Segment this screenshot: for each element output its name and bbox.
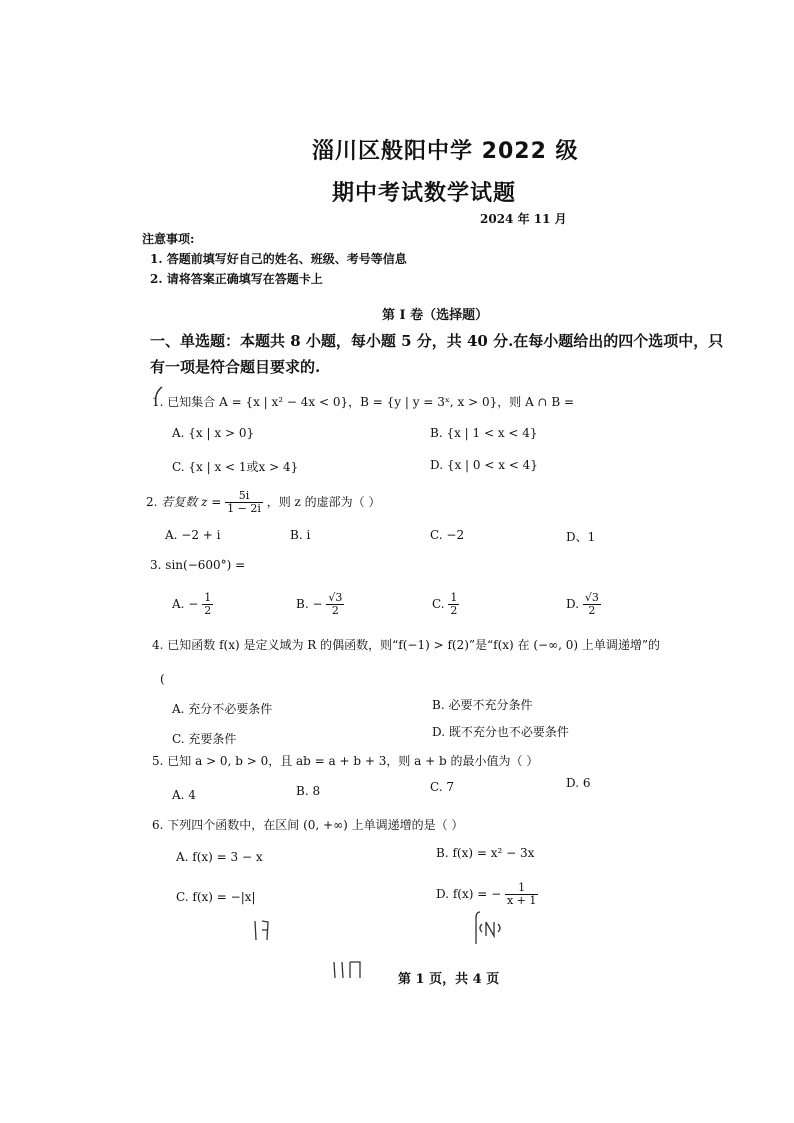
q5-option-a: A. 4 bbox=[172, 788, 196, 802]
q2-option-c: C. −2 bbox=[430, 528, 465, 542]
q2-option-d: D、1 bbox=[566, 530, 596, 544]
q5-option-d: D. 6 bbox=[566, 776, 591, 790]
q3-option-d bbox=[566, 592, 601, 617]
q2-stem bbox=[146, 490, 380, 515]
q6-d-num: 1 bbox=[505, 882, 538, 895]
q2-option-b: B. i bbox=[290, 528, 311, 542]
q2-option-a: A. −2 + i bbox=[165, 528, 221, 542]
q3-d-den: 2 bbox=[588, 604, 596, 617]
handwritten-mark-footer bbox=[330, 958, 370, 982]
q3-text: sin(−600°) = bbox=[165, 558, 246, 572]
q5-option-c: C. 7 bbox=[430, 780, 455, 794]
q6-stem bbox=[152, 816, 463, 833]
notes-heading: 注意事项: bbox=[142, 232, 195, 246]
section1-line1: 一、单选题：本题共 8 小题，每小题 5 分，共 40 分.在每小题给出的四个选项中，只 bbox=[150, 332, 724, 350]
q4-text: 已知函数 f(x) 是定义域为 R 的偶函数，则“f(−1) > f(2)”是“f(x) 在 (−∞, 0) 上单调递增”的 bbox=[167, 638, 660, 652]
section1-line2: 有一项是符合题目要求的. bbox=[150, 358, 321, 376]
q6-option-b: B. f(x) = x² − 3x bbox=[436, 846, 535, 860]
q2-frac-num: 5i bbox=[225, 490, 263, 503]
volume-title: 第 I 卷（选择题） bbox=[382, 308, 489, 323]
exam-title: 期中考试数学试题 bbox=[332, 181, 517, 206]
q6-text: 下列四个函数中，在区间 (0, +∞) 上单调递增的是（ ） bbox=[167, 818, 464, 832]
q1-number: 1. bbox=[152, 395, 164, 409]
q2-fraction bbox=[225, 490, 263, 515]
q4-number: 4. bbox=[152, 638, 164, 652]
q3-c-den: 2 bbox=[450, 604, 458, 617]
q4-stem bbox=[152, 636, 660, 653]
q3-option-b bbox=[296, 592, 344, 617]
handwritten-mark-c bbox=[252, 918, 274, 942]
note-item-2: 2. 请将答案正确填写在答题卡上 bbox=[150, 272, 323, 286]
q3-a-den: 2 bbox=[204, 604, 212, 617]
q3-option-a bbox=[172, 592, 213, 617]
q6-option-d-label: D. f(x) = − bbox=[436, 887, 502, 901]
q1-option-b: B. {x | 1 < x < 4} bbox=[430, 426, 538, 440]
q3-d-num: √3 bbox=[584, 591, 599, 604]
q3-option-d-label: D. bbox=[566, 597, 580, 611]
q3-option-b-label: B. − bbox=[296, 597, 323, 611]
q1-text: 已知集合 A = {x | x² − 4x < 0}，B = {y | y = 3ˣ, x > 0}，则 A ∩ B = bbox=[167, 395, 575, 409]
q3-number: 3. bbox=[150, 558, 162, 572]
q5-number: 5. bbox=[152, 754, 164, 768]
q6-option-d-frac bbox=[505, 882, 538, 907]
note-item-1: 1. 答题前填写好自己的姓名、班级、考号等信息 bbox=[150, 252, 407, 266]
q2-text-post: ，则 z 的虚部为（ ） bbox=[266, 495, 381, 509]
q6-option-c: C. f(x) = −|x| bbox=[176, 890, 256, 904]
q5-text: 已知 a > 0, b > 0，且 ab = a + b + 3，则 a + b 的最小值为（ ） bbox=[167, 754, 539, 768]
q3-b-den: 2 bbox=[331, 604, 339, 617]
q4-option-d: D. 既不充分也不必要条件 bbox=[432, 725, 569, 739]
q3-b-num: √3 bbox=[328, 591, 343, 604]
page-number: 第 1 页，共 4 页 bbox=[398, 972, 500, 987]
q3-c-num: 1 bbox=[450, 591, 458, 604]
exam-date: 2024 年 11 月 bbox=[480, 212, 567, 226]
q3-option-d-frac bbox=[583, 592, 601, 617]
q3-option-a-label: A. − bbox=[172, 597, 199, 611]
q1-option-a: A. {x | x > 0} bbox=[172, 426, 255, 440]
q4-option-a: A. 充分不必要条件 bbox=[172, 702, 273, 716]
q4-paren: ( bbox=[160, 672, 165, 686]
handwritten-mark-q1 bbox=[150, 385, 166, 407]
q2-text-pre: 若复数 z = bbox=[161, 495, 222, 509]
q1-option-d: D. {x | 0 < x < 4} bbox=[430, 458, 538, 472]
q3-option-c bbox=[432, 592, 459, 617]
q6-d-den: x + 1 bbox=[506, 894, 537, 907]
q3-option-b-frac bbox=[326, 592, 344, 617]
q1-stem bbox=[152, 393, 574, 410]
q2-number: 2. bbox=[146, 495, 158, 509]
q3-stem bbox=[150, 558, 245, 572]
q6-option-d bbox=[436, 882, 538, 907]
q5-stem bbox=[152, 752, 538, 769]
q6-option-a: A. f(x) = 3 − x bbox=[176, 850, 263, 864]
q2-frac-den: 1 − 2i bbox=[227, 502, 261, 515]
q4-option-b: B. 必要不充分条件 bbox=[432, 698, 533, 712]
q4-option-c: C. 充要条件 bbox=[172, 732, 237, 746]
q1-option-c: C. {x | x < 1或x > 4} bbox=[172, 460, 299, 474]
q5-option-b: B. 8 bbox=[296, 784, 321, 798]
q3-a-num: 1 bbox=[204, 591, 212, 604]
q6-number: 6. bbox=[152, 818, 164, 832]
q3-option-c-label: C. bbox=[432, 597, 445, 611]
handwritten-mark-d bbox=[472, 910, 512, 946]
school-title: 淄川区般阳中学 2022 级 bbox=[312, 139, 579, 164]
q3-option-a-frac bbox=[202, 592, 213, 617]
q3-option-c-frac bbox=[448, 592, 459, 617]
